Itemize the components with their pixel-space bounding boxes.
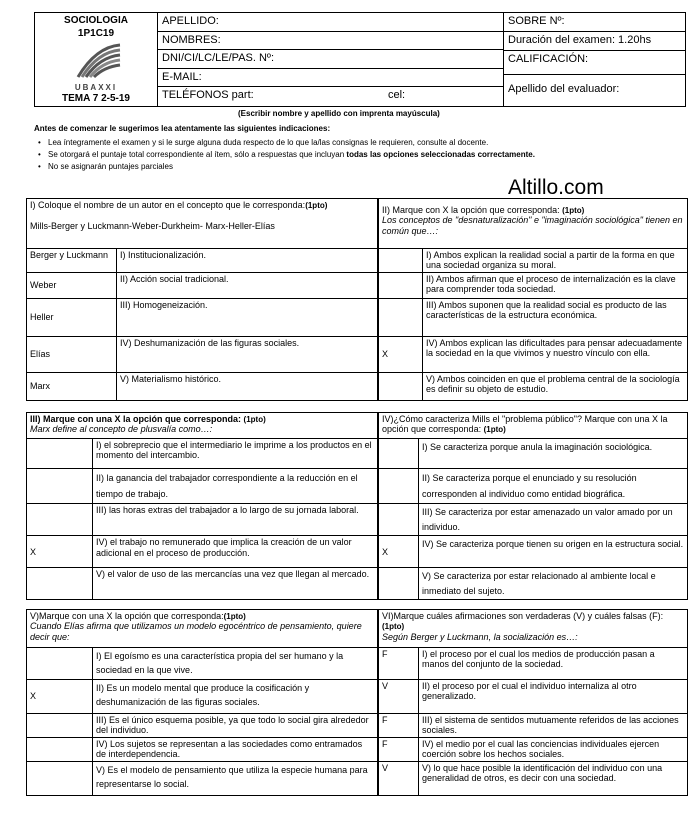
author-answer[interactable]: Weber	[27, 273, 117, 299]
field-cel-label: cel:	[388, 89, 406, 102]
option-mark[interactable]	[379, 568, 419, 600]
section-3-table	[26, 412, 378, 600]
section-4-table	[378, 412, 688, 600]
section-5-header	[27, 610, 378, 648]
statement-text: V) lo que hace posible la identificación del individuo con una generalidad de otros, es decir con una sociedad.	[419, 762, 688, 796]
option-text: II) Ambos afirman que el proceso de internalización es la clave para comprender toda sociedad.	[423, 273, 688, 299]
field-calificacion[interactable]: CALIFICACIÓN:	[504, 51, 685, 75]
section-6-points: (1pto)	[382, 622, 405, 632]
option-mark[interactable]: X	[27, 536, 93, 568]
field-nombres[interactable]: NOMBRES:	[158, 32, 503, 51]
option-text: II) Es un modelo mental que produce la cosificación y deshumanización de las figuras sociales.	[93, 680, 378, 714]
section-4-header	[379, 413, 688, 439]
author-answer[interactable]: Elías	[27, 337, 117, 373]
option-text: IV) Se caracteriza porque tienen su origen en la estructura social.	[419, 536, 688, 568]
section-1-authors: Mills-Berger y Luckmann-Weber-Durkheim- Marx-Heller-Elías	[30, 220, 275, 231]
field-sobre[interactable]: SOBRE Nº:	[504, 13, 685, 32]
option-mark[interactable]	[27, 738, 93, 762]
section-6-subtitle: Según Berger y Luckmann, la socialización es…:	[382, 631, 578, 642]
option-mark[interactable]: X	[379, 337, 423, 373]
true-false-mark[interactable]: F	[379, 738, 419, 762]
section-5-points: (1pto)	[223, 612, 246, 621]
author-answer[interactable]: Berger y Luckmann	[27, 249, 117, 273]
section-6-header	[379, 610, 688, 648]
option-mark[interactable]	[27, 762, 93, 796]
section-5-table	[26, 609, 378, 796]
section-1-header	[27, 199, 378, 249]
section-6-table	[378, 609, 688, 796]
section-3-subtitle: Marx define al concepto de plusvalía como…:	[30, 424, 213, 435]
concept-text: II) Acción social tradicional.	[117, 273, 378, 299]
option-mark[interactable]	[379, 504, 419, 536]
uba-logo-icon	[66, 43, 126, 81]
author-answer[interactable]: Marx	[27, 373, 117, 401]
section-2-title: II) Marque con X la opción que corresponda:	[382, 205, 560, 215]
option-mark[interactable]: X	[379, 536, 419, 568]
concept-text: V) Materialismo histórico.	[117, 373, 378, 401]
instructions-intro: Antes de comenzar le sugerimos lea atentamente las siguientes indicaciones:	[34, 124, 331, 133]
field-telefonos[interactable]	[158, 87, 503, 106]
option-text: IV) Los sujetos se representan a las sociedades como entramados de interdependencia.	[93, 738, 378, 762]
option-text: II) la ganancia del trabajador correspondiente a la reducción en el tiempo de trabajo.	[93, 469, 378, 504]
true-false-mark[interactable]: F	[379, 648, 419, 680]
option-mark[interactable]	[27, 714, 93, 738]
section-6-title: VI)Marque cuáles afirmaciones son verdaderas (V) y cuáles falsas (F):	[382, 611, 664, 621]
section-3-title: III) Marque con una X la opción que corresponda:	[30, 414, 242, 424]
section-4-title: IV)¿Cómo caracteriza Mills el "problema público"? Marque con una X la opción que corresponda:	[382, 414, 668, 435]
option-text: V) Se caracteriza por estar relacionado al ambiente local e inmediato del sujeto.	[419, 568, 688, 600]
field-apellido[interactable]: APELLIDO:	[158, 13, 503, 32]
option-mark[interactable]	[379, 299, 423, 337]
concept-text: III) Homogeneización.	[117, 299, 378, 337]
option-text: V) Es el modelo de pensamiento que utiliza la especie humana para representarse lo social.	[93, 762, 378, 796]
evaluator-fields	[504, 13, 685, 106]
section-1-table	[26, 198, 378, 401]
section-3-header	[27, 413, 378, 439]
section-2-subtitle: Los conceptos de "desnaturalización" e "imaginación sociológica" tienen en común que…:	[382, 215, 683, 236]
watermark-text: Altillo.com	[508, 176, 604, 199]
name-note: (Escribir nombre y apellido con imprenta mayúscula)	[238, 109, 440, 118]
option-mark[interactable]	[379, 469, 419, 504]
concept-text: IV) Deshumanización de las figuras sociales.	[117, 337, 378, 373]
option-mark[interactable]	[379, 373, 423, 401]
option-text: III) Se caracteriza por estar amenazado un valor amado por un individuo.	[419, 504, 688, 536]
option-text: I) El egoísmo es una característica propia del ser humano y la sociedad en la que vive.	[93, 648, 378, 680]
option-text: III) Ambos suponen que la realidad social es producto de las características de la estructura económica.	[423, 299, 688, 337]
option-mark[interactable]	[27, 439, 93, 469]
course-code: 1P1C19	[77, 28, 115, 39]
exam-header	[34, 12, 686, 107]
field-email[interactable]: E-MAIL:	[158, 69, 503, 88]
option-mark[interactable]	[27, 568, 93, 600]
option-text: III) las horas extras del trabajador a lo largo de su jornada laboral.	[93, 504, 378, 536]
instructions-list	[38, 138, 535, 175]
author-answer[interactable]: Heller	[27, 299, 117, 337]
instruction-item-bold: todas las opciones seleccionadas correctamente.	[346, 150, 535, 160]
concept-text: I) Institucionalización.	[117, 249, 378, 273]
section-3-points: (1pto)	[243, 415, 266, 424]
option-text: IV) Ambos explican las dificultades para pensar adecuadamente la sociedad en la que vivimos y nuestro vínculo con ella.	[423, 337, 688, 373]
field-duracion: Duración del examen: 1.20hs	[504, 32, 685, 51]
statement-text: II) el proceso por el cual el individuo internaliza al otro generalizado.	[419, 680, 688, 714]
instruction-item: • No se asignarán puntajes parciales	[38, 162, 535, 171]
option-mark[interactable]	[27, 648, 93, 680]
option-text: I) Se caracteriza porque anula la imaginación sociológica.	[419, 439, 688, 469]
option-text: V) Ambos coinciden en que el problema central de la sociología es definir su objeto de estudio.	[423, 373, 688, 401]
section-2-points: (1pto)	[562, 206, 585, 215]
section-5-subtitle: Cuando Elías afirma que utilizamos un modelo egocéntrico de pensamiento, quiere decir que:	[30, 621, 362, 642]
option-text: I) Ambos explican la realidad social a partir de la forma en que una sociedad organiza su moral.	[423, 249, 688, 273]
option-mark[interactable]: X	[27, 680, 93, 714]
option-mark[interactable]	[379, 249, 423, 273]
option-text: IV) el trabajo no remunerado que implica la creación de un valor adicional en el proceso de producción.	[93, 536, 378, 568]
logo-cell	[35, 13, 158, 106]
option-mark[interactable]	[27, 504, 93, 536]
option-mark[interactable]	[27, 469, 93, 504]
instruction-item-text: Se otorgará el puntaje total correspondiente al ítem, sólo a respuestas que incluyan	[48, 150, 347, 160]
option-text: III) Es el único esquema posible, ya que todo lo social gira alrededor del individuo.	[93, 714, 378, 738]
section-4-points: (1pto)	[483, 425, 506, 435]
statement-text: I) el proceso por el cual los medios de producción pasan a manos del conjunto de la sociedad.	[419, 648, 688, 680]
university-logo-text: UBAXXI	[74, 83, 118, 93]
option-mark[interactable]	[379, 439, 419, 469]
exam-theme: TEMA 7 2-5-19	[62, 92, 130, 104]
true-false-mark[interactable]: F	[379, 714, 419, 738]
section-2-table	[378, 198, 688, 401]
student-fields	[158, 13, 504, 106]
section-2-header	[379, 199, 688, 249]
section-1-points: (1pto)	[305, 201, 328, 210]
statement-text: IV) el medio por el cual las conciencias individuales ejercen coerción sobre los hechos sociales.	[419, 738, 688, 762]
option-text: I) el sobreprecio que el intermediario le imprime a los productos en el momento del intercambio.	[93, 439, 378, 469]
option-text: V) el valor de uso de las mercancías una vez que llegan al mercado.	[93, 568, 378, 600]
section-1-title: I) Coloque el nombre de un autor en el concepto que le corresponda:	[30, 200, 306, 210]
true-false-mark[interactable]: V	[379, 680, 419, 714]
section-5-title: V)Marque con una X la opción que corresponda:	[30, 611, 224, 621]
true-false-mark[interactable]: V	[379, 762, 419, 796]
field-dni[interactable]: DNI/CI/LC/LE/PAS. Nº:	[158, 50, 503, 69]
instruction-item: • Lea íntegramente el examen y si le surge alguna duda respecto de lo que la/las consignas le requieren, consulte al docente.	[38, 138, 535, 147]
statement-text: III) el sistema de sentidos mutuamente referidos de las acciones sociales.	[419, 714, 688, 738]
field-telefonos-label: TELÉFONOS part:	[162, 89, 254, 102]
option-text: II) Se caracteriza porque el enunciado y su resolución corresponden al individuo como entidad biográfica.	[419, 469, 688, 504]
option-mark[interactable]	[379, 273, 423, 299]
instruction-item	[38, 150, 535, 159]
subject-title: SOCIOLOGIA	[64, 15, 128, 26]
field-evaluador[interactable]: Apellido del evaluador:	[508, 83, 620, 95]
